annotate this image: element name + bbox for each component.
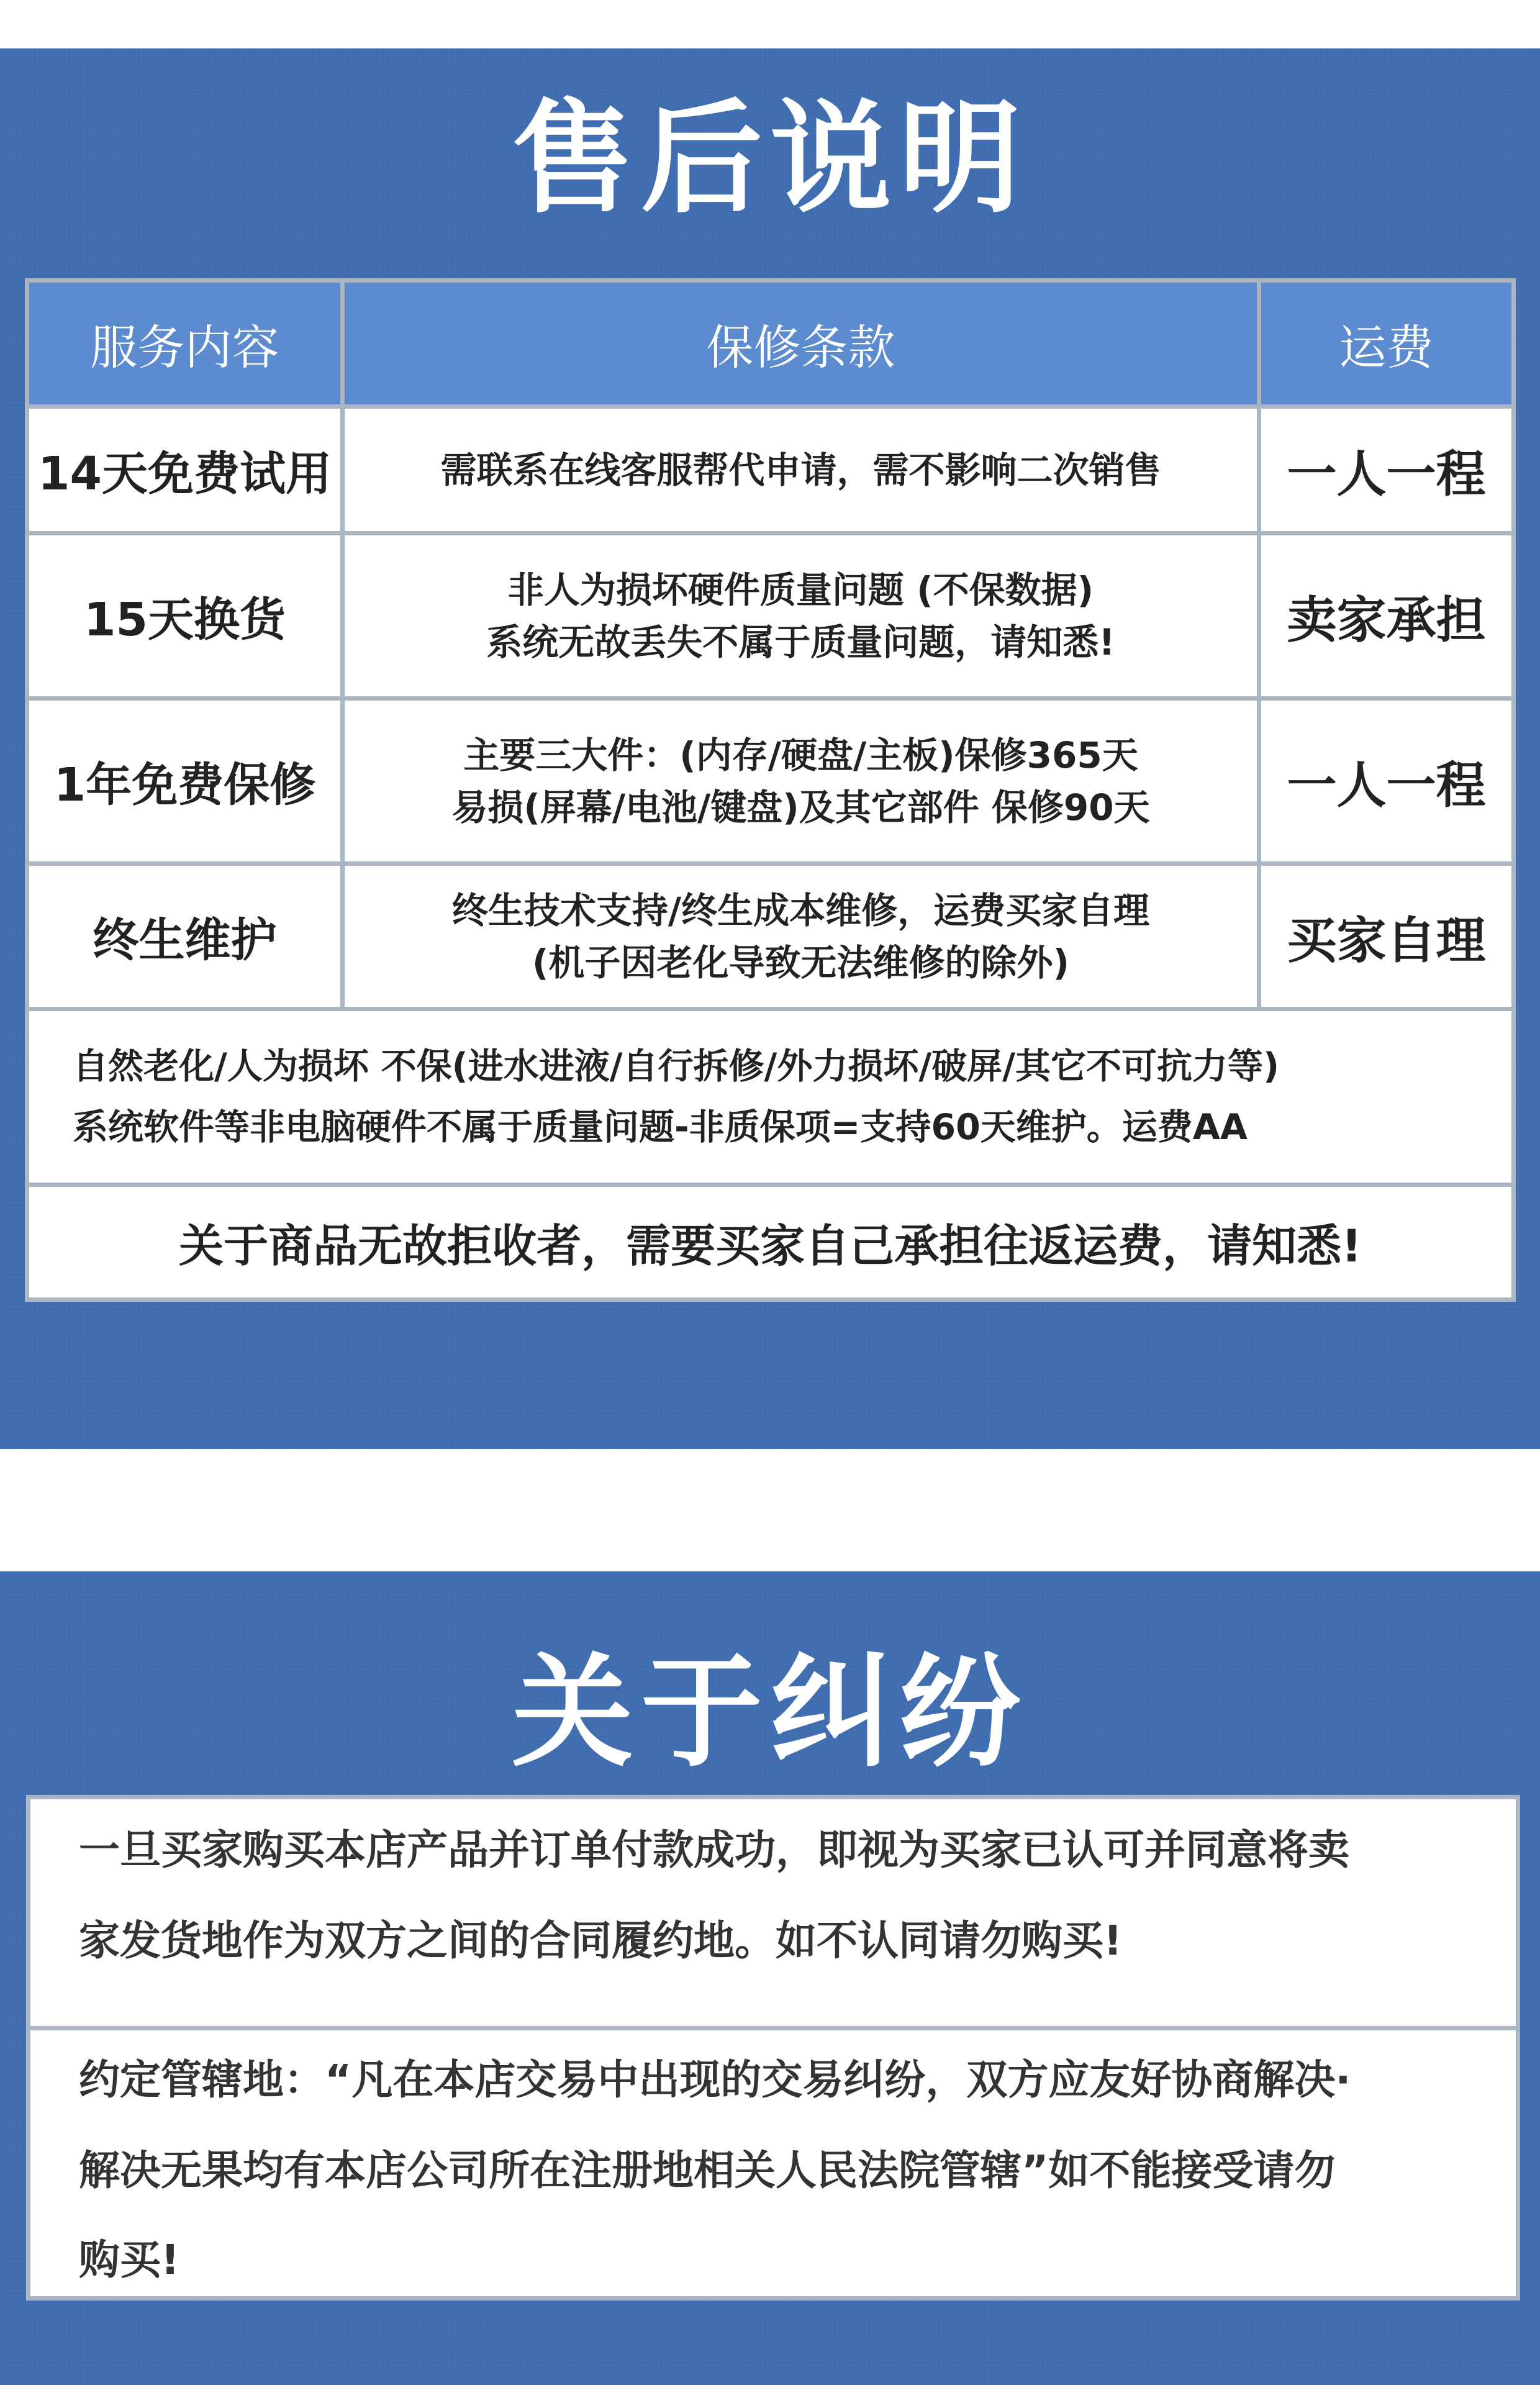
contract-place-box [26, 1795, 1520, 2030]
exclusion-note [27, 1009, 1514, 1185]
terms-cell [343, 699, 1259, 864]
jurisdiction-box [26, 2026, 1520, 2301]
service-cell: 15天换货 [27, 534, 343, 699]
dispute-title: 关于纠纷 [511, 1642, 1028, 1784]
banner-row [27, 1185, 1514, 1300]
dispute-text-line: 解决无果均有本店公司所在注册地相关人民法院管辖”如不能接受请勿 [79, 2146, 1336, 2194]
term-line: 系统无故丢失不属于质量问题，请知悉! [486, 620, 1115, 663]
term-line: 主要三大件：(内存/硬盘/主板)保修365天 [463, 734, 1138, 776]
table-row [27, 407, 1514, 534]
fee-cell: 一人一程 [1259, 699, 1514, 864]
terms-cell [343, 864, 1259, 1009]
table-row [27, 864, 1514, 1009]
note-row [27, 1009, 1514, 1185]
term-line: 非人为损坏硬件质量问题 (不保数据) [507, 568, 1094, 611]
header-service: 服务内容 [27, 281, 343, 407]
refusal-banner: 关于商品无故拒收者，需要买家自己承担往返运费，请知悉! [27, 1185, 1514, 1300]
service-cell: 14天免费试用 [27, 407, 343, 534]
note-line: 自然老化/人为损坏 不保(进水进液/自行拆修/外力损坏/破屏/其它不可抗力等) [73, 1046, 1280, 1087]
header-terms: 保修条款 [343, 281, 1259, 407]
terms-cell [343, 534, 1259, 699]
term-line: 易损(屏幕/电池/键盘)及其它部件 保修90天 [451, 786, 1150, 829]
dispute-text-line: 约定管辖地：“凡在本店交易中出现的交易纠纷，双方应友好协商解决· [79, 2056, 1351, 2104]
table-row [27, 699, 1514, 864]
term-line: (机子因老化导致无法维修的除外) [532, 941, 1070, 984]
dispute-text-line: 购买! [79, 2236, 180, 2284]
note-line: 系统软件等非电脑硬件不属于质量问题-非质保项=支持60天维护。运费AA [73, 1107, 1248, 1148]
fee-cell: 一人一程 [1259, 407, 1514, 534]
table-header-row [27, 281, 1514, 407]
dispute-text-line: 一旦买家购买本店产品并订单付款成功，即视为买家已认可并同意将卖 [79, 1826, 1349, 1874]
fee-cell: 买家自理 [1259, 864, 1514, 1009]
term-line: 需联系在线客服帮代申请，需不影响二次销售 [440, 448, 1161, 491]
service-cell: 1年免费保修 [27, 699, 343, 864]
table-row [27, 534, 1514, 699]
dispute-text-line: 家发货地作为双方之间的合同履约地。如不认同请勿购买! [79, 1917, 1123, 1965]
terms-cell [343, 407, 1259, 534]
after-sales-title: 售后说明 [511, 88, 1028, 230]
term-line: 终生技术支持/终生成本维修，运费买家自理 [451, 889, 1150, 932]
header-fee: 运费 [1259, 281, 1514, 407]
service-cell: 终生维护 [27, 864, 343, 1009]
fee-cell: 卖家承担 [1259, 534, 1514, 699]
warranty-table [25, 278, 1516, 1302]
